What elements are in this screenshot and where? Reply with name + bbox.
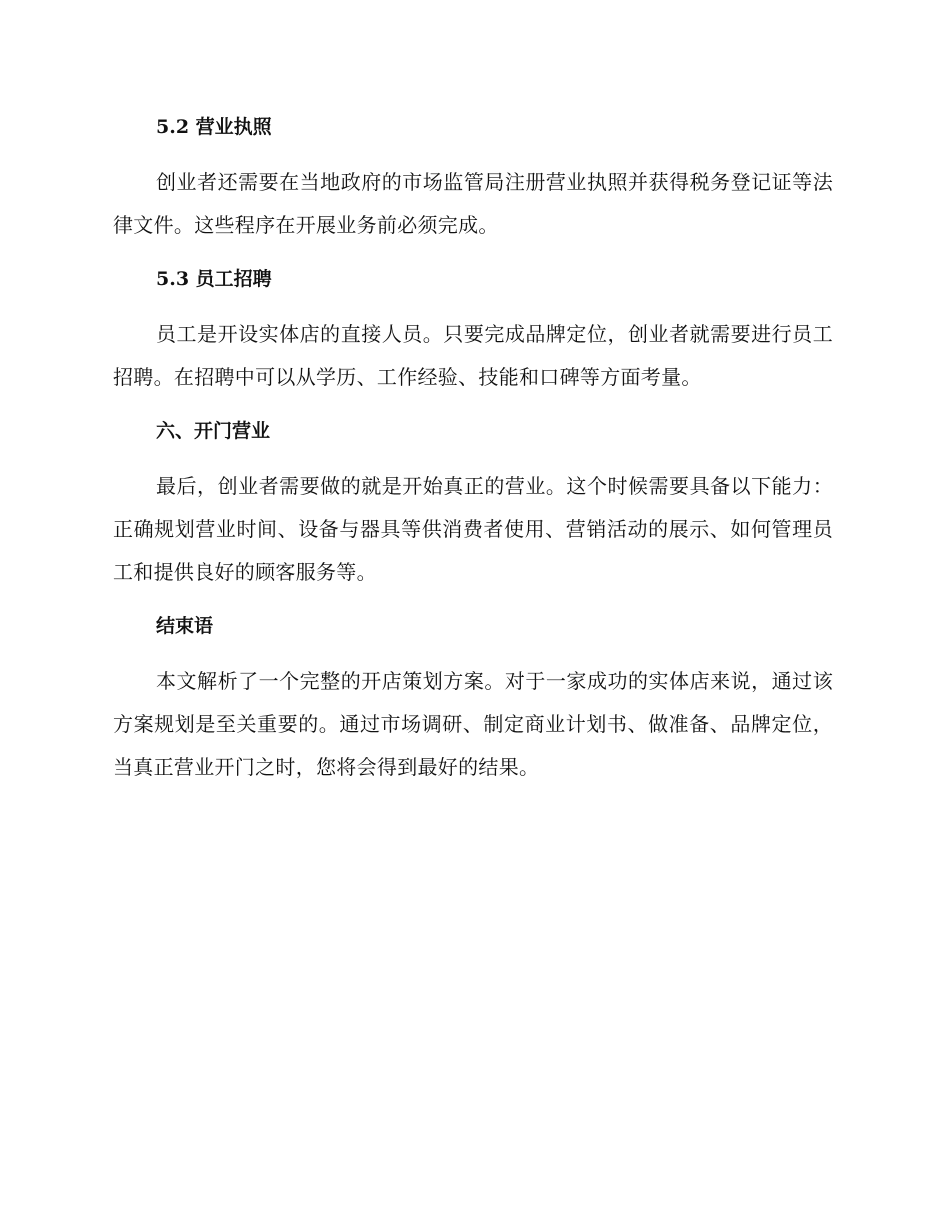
- section-body-opening: 最后，创业者需要做的就是开始真正的营业。这个时候需要具备以下能力：正确规划营业时间、设备与器具等供消费者使用、营销活动的展示、如何管理员工和提供良好的顾客服务等。: [113, 474, 833, 584]
- section-body-conclusion: 本文解析了一个完整的开店策划方案。对于一家成功的实体店来说，通过该方案规划是至关重要的。通过市场调研、制定商业计划书、做准备、品牌定位，当真正营业开门之时，您将会得到最好的结果。: [113, 669, 833, 779]
- section-body-staff-recruitment: 员工是开设实体店的直接人员。只要完成品牌定位，创业者就需要进行员工招聘。在招聘中可以从学历、工作经验、技能和口碑等方面考量。: [113, 322, 833, 389]
- section-heading-opening: 六、开门营业: [156, 420, 271, 442]
- section-heading-business-license: 5.2 营业执照: [156, 116, 272, 138]
- section-heading-conclusion: 结束语: [156, 615, 214, 637]
- section-heading-staff-recruitment: 5.3 员工招聘: [156, 268, 272, 290]
- section-body-business-license: 创业者还需要在当地政府的市场监管局注册营业执照并获得税务登记证等法律文件。这些程序在开展业务前必须完成。: [113, 170, 833, 237]
